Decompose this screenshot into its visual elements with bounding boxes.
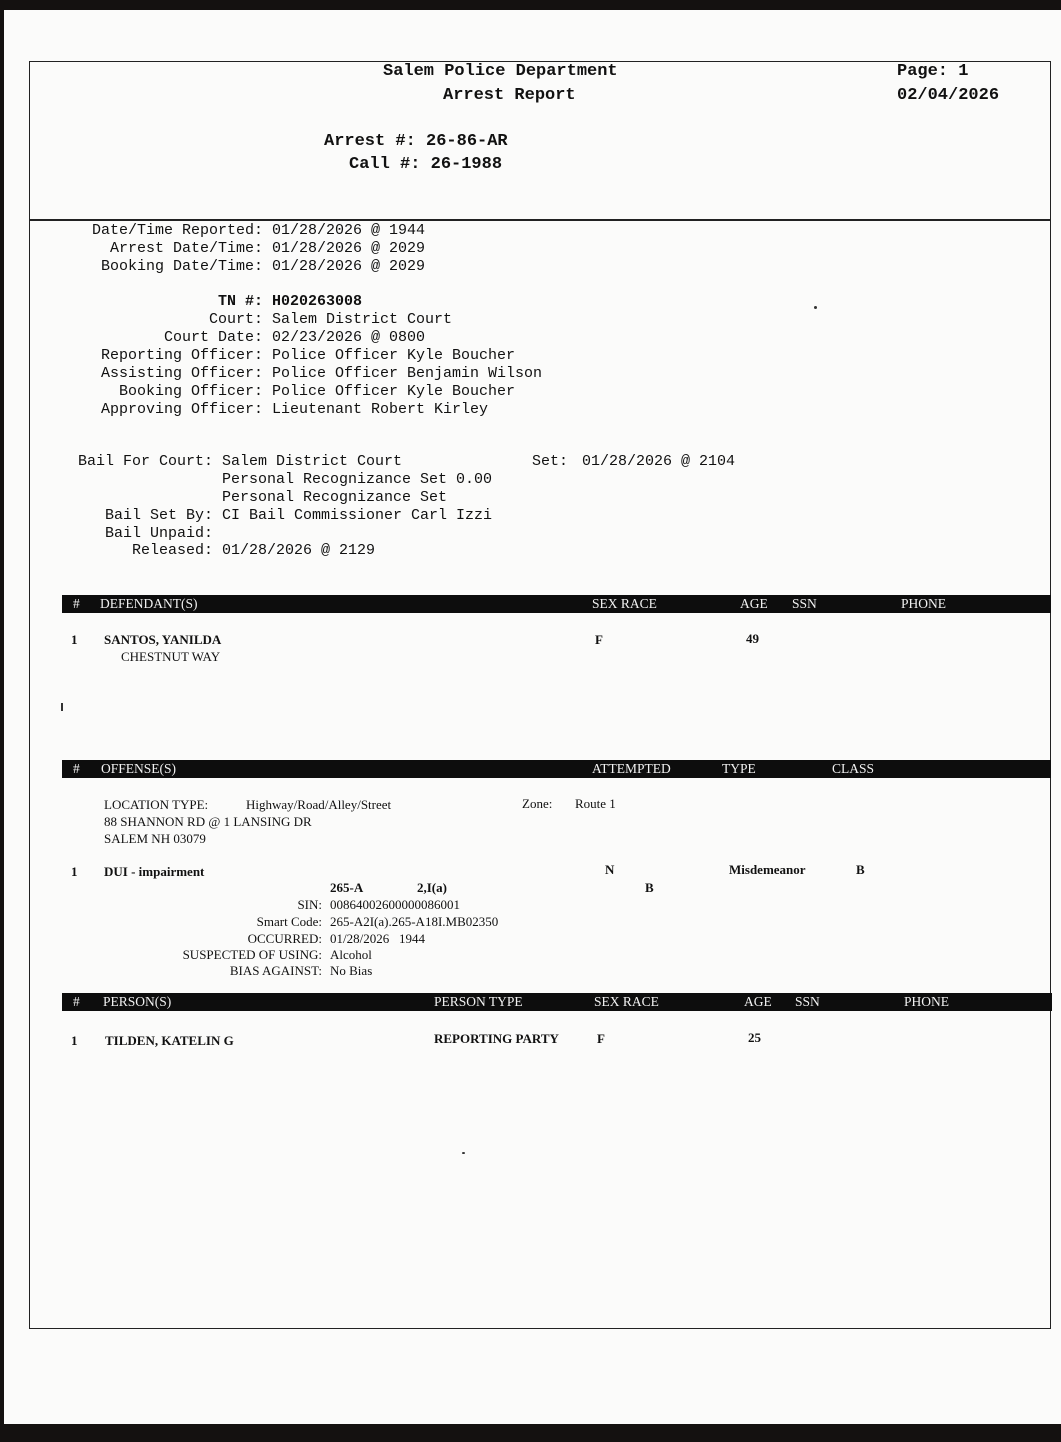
person-name: TILDEN, KATELIN G [105, 1033, 234, 1048]
occurred-value: 01/28/2026 1944 [330, 931, 425, 946]
detail-value: 02/23/2026 @ 0800 [272, 329, 426, 346]
sin-label: SIN: [297, 897, 322, 912]
bail-set-by-value: CI Bail Commissioner Carl Izzi [222, 507, 493, 524]
header-divider [29, 219, 1051, 221]
offense-header-bar [62, 760, 1051, 778]
bail-court-label: Bail For Court: [77, 453, 213, 470]
location-address-1: 88 SHANNON RD @ 1 LANSING DR [104, 814, 312, 829]
detail-label: Arrest Date/Time: [109, 240, 263, 257]
person-age: 25 [748, 1030, 761, 1045]
person-type: REPORTING PARTY [434, 1031, 559, 1046]
detail-label: Court: [208, 311, 263, 328]
zone-label: Zone: [522, 796, 553, 811]
suspected-label: SUSPECTED OF USING: [182, 947, 322, 962]
sin-value: 00864002600000086001 [330, 897, 460, 912]
detail-value: Police Officer Kyle Boucher [272, 383, 516, 400]
detail-value: 01/28/2026 @ 1944 [272, 222, 426, 239]
bail-set-value: 01/28/2026 @ 2104 [582, 453, 736, 470]
offense-name: DUI - impairment [104, 864, 205, 879]
col-class: CLASS [832, 761, 875, 776]
detail-label: Assisting Officer: [100, 365, 263, 382]
tn-label: TN #: [217, 293, 263, 310]
col-num: # [73, 994, 80, 1009]
smart-code-value: 265-A2I(a).265-A18I.MB02350 [330, 914, 499, 929]
offense-section: 2,I(a) [417, 880, 447, 895]
defendant-sex: F [595, 632, 603, 647]
bail-recognizance-amount: Personal Recognizance Set 0.00 [222, 471, 493, 488]
bail-court-value: Salem District Court [222, 453, 403, 470]
offense-num: 1 [71, 864, 78, 879]
col-person-type: PERSON TYPE [434, 994, 523, 1009]
detail-label: Reporting Officer: [100, 347, 263, 364]
detail-label: Booking Date/Time: [100, 258, 263, 275]
arrest-number: Arrest #: 26-86-AR [324, 132, 508, 151]
bail-recognizance: Personal Recognizance Set [222, 489, 448, 506]
bail-set-label: Set: [532, 453, 569, 470]
zone-value: Route 1 [575, 796, 616, 811]
person-sex: F [597, 1031, 605, 1046]
defendant-address: CHESTNUT WAY [121, 649, 221, 664]
col-sex-race: SEX RACE [592, 596, 657, 611]
bail-released-label: Released: [131, 542, 213, 559]
detail-value: Salem District Court [272, 311, 453, 328]
detail-value: Police Officer Kyle Boucher [272, 347, 516, 364]
defendant-name: SANTOS, YANILDA [104, 632, 222, 647]
offense-class: B [856, 862, 865, 877]
bias-label: BIAS AGAINST: [229, 963, 322, 978]
defendant-age: 49 [746, 631, 759, 646]
location-type-value: Highway/Road/Alley/Street [246, 797, 392, 812]
bias-value: No Bias [330, 963, 373, 978]
detail-value: 01/28/2026 @ 2029 [272, 258, 426, 275]
bail-unpaid-label: Bail Unpaid: [104, 525, 213, 542]
offense-attempted: N [605, 862, 615, 877]
scan-speck [462, 1152, 465, 1154]
scan-speck [814, 306, 817, 309]
defendant-num: 1 [71, 632, 78, 647]
offense-statute: 265-A [330, 880, 364, 895]
person-num: 1 [71, 1033, 78, 1048]
report-title: Arrest Report [443, 86, 576, 105]
col-ssn: SSN [795, 994, 820, 1009]
col-age: AGE [744, 994, 772, 1009]
col-person: PERSON(S) [103, 994, 172, 1009]
col-num: # [73, 761, 80, 776]
col-type: TYPE [722, 761, 756, 776]
location-type-label: LOCATION TYPE: [104, 797, 209, 812]
detail-label: Court Date: [163, 329, 263, 346]
scan-border-bottom [0, 1424, 1061, 1442]
detail-label: Booking Officer: [118, 383, 263, 400]
col-offense: OFFENSE(S) [101, 761, 177, 776]
bail-released-value: 01/28/2026 @ 2129 [222, 542, 376, 559]
detail-label: Date/Time Reported: [91, 222, 263, 239]
report-date: 02/04/2026 [897, 86, 1000, 105]
call-number: Call #: 26-1988 [349, 155, 503, 174]
offense-race: B [645, 880, 654, 895]
offense-type: Misdemeanor [729, 862, 806, 877]
occurred-label: OCCURRED: [247, 931, 322, 946]
col-attempted: ATTEMPTED [592, 761, 671, 776]
detail-value: Lieutenant Robert Kirley [272, 401, 489, 418]
col-num: # [73, 596, 80, 611]
location-address-2: SALEM NH 03079 [104, 831, 206, 846]
col-sex-race: SEX RACE [594, 994, 659, 1009]
page-number: Page: 1 [897, 62, 969, 81]
detail-value: 01/28/2026 @ 2029 [272, 240, 426, 257]
col-age: AGE [740, 596, 768, 611]
col-phone: PHONE [904, 994, 950, 1009]
tn-value: H020263008 [272, 293, 363, 310]
col-defendant: DEFENDANT(S) [100, 596, 198, 611]
person-header-bar [62, 993, 1052, 1011]
suspected-value: Alcohol [330, 947, 372, 962]
detail-label: Approving Officer: [100, 401, 263, 418]
department-name: Salem Police Department [383, 62, 618, 81]
defendant-header-bar [62, 595, 1051, 613]
smart-code-label: Smart Code: [256, 914, 322, 929]
detail-value: Police Officer Benjamin Wilson [272, 365, 543, 382]
col-phone: PHONE [901, 596, 947, 611]
bail-set-by-label: Bail Set By: [104, 507, 213, 524]
scan-speck [61, 703, 63, 711]
col-ssn: SSN [792, 596, 817, 611]
